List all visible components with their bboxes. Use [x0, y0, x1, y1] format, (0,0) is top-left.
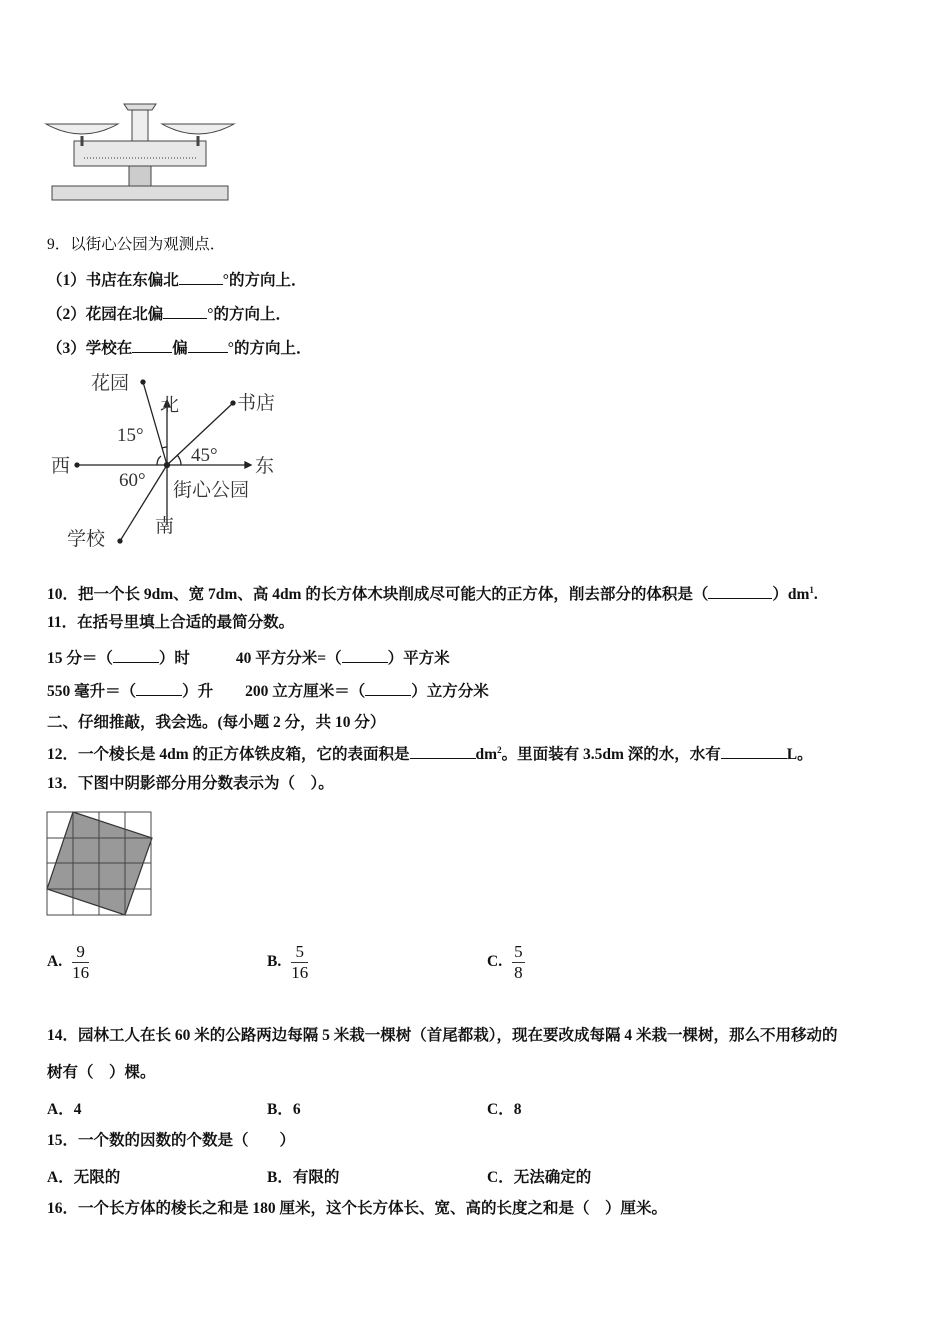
option-c[interactable]: [487, 942, 525, 983]
text: °的方向上．: [227, 340, 312, 357]
label-garden: 花园: [91, 373, 130, 394]
question-11-row-2: [47, 680, 489, 702]
text: 200 立方厘米＝（: [245, 683, 366, 700]
numerator: 9: [72, 942, 89, 963]
question-12: [47, 740, 813, 765]
answer-blank[interactable]: [188, 337, 228, 353]
q14-option-a[interactable]: A．4: [47, 1101, 82, 1118]
option-a[interactable]: [47, 942, 89, 983]
question-11-row-1: [47, 647, 450, 669]
text: 偏: [172, 340, 188, 357]
fraction: [291, 942, 308, 983]
answer-blank[interactable]: [132, 337, 172, 353]
answer-blank[interactable]: [708, 583, 772, 599]
balance-scale-image: [44, 96, 236, 206]
answer-blank[interactable]: [342, 647, 388, 663]
text: ）升: [182, 683, 214, 700]
text: ）dm: [772, 586, 810, 604]
text: 550 毫升＝（: [47, 683, 137, 700]
label-north: 北: [160, 395, 180, 416]
denominator: 8: [514, 963, 523, 982]
question-15: [47, 1131, 295, 1151]
text: 。里面装有 3.5dm 深的水，水有: [501, 746, 721, 764]
text: 16．一个长方体的棱长之和是 180 厘米，这个长方体长、宽、高的长度之和是（ ）厘米。: [47, 1200, 668, 1217]
answer-blank[interactable]: [113, 647, 159, 663]
label-east: 东: [255, 456, 275, 477]
answer-blank[interactable]: [179, 269, 223, 285]
fraction: [512, 942, 525, 983]
q14-option-b[interactable]: B．6: [267, 1101, 301, 1118]
text: .: [813, 586, 818, 604]
question-16: [47, 1199, 667, 1219]
text: dm: [475, 746, 498, 764]
q15-option-a[interactable]: A．无限的: [47, 1169, 121, 1186]
label-west: 西: [51, 456, 71, 477]
numerator: 5: [291, 942, 308, 963]
text: 15 分＝（: [47, 650, 113, 667]
fraction: [72, 942, 89, 983]
question-9-title: [47, 235, 225, 255]
answer-blank[interactable]: [163, 303, 207, 319]
label-angle-60: 60°: [119, 470, 146, 491]
text: °的方向上．: [207, 306, 291, 323]
question-9-part-3: [47, 337, 311, 359]
label-school: 学校: [67, 529, 106, 550]
superscript: 2: [497, 745, 502, 755]
answer-blank[interactable]: [365, 680, 411, 696]
option-b[interactable]: [267, 942, 308, 983]
section-2-heading: [47, 713, 385, 733]
question-9-part-2: [47, 303, 291, 325]
question-14-line-1: [47, 1026, 838, 1046]
numerator: 5: [514, 942, 523, 961]
option-label: A.: [47, 953, 63, 971]
label-bookstore: 书店: [237, 393, 276, 414]
text: ）时: [158, 650, 190, 667]
text: L。: [786, 746, 813, 764]
denominator: 16: [291, 963, 309, 982]
answer-blank[interactable]: [136, 680, 182, 696]
text: 二、仔细推敲，我会选。(每小题 2 分，共 10 分）: [47, 714, 386, 731]
text: 14．园林工人在长 60 米的公路两边每隔 5 米栽一棵树（首尾都栽），现在要改成每隔 4 米栽一棵树，那么不用移动的: [47, 1027, 838, 1044]
text: 树有（ ）棵。: [47, 1064, 156, 1081]
text: （2）花园在北偏: [47, 306, 164, 323]
question-9-part-1: [47, 269, 306, 291]
label-park: 街心公园: [173, 480, 250, 501]
text: 40 平方分米=（: [235, 650, 342, 667]
text: （3）学校在: [47, 340, 133, 357]
question-11-title: [47, 613, 294, 633]
question-13-title: [47, 774, 334, 794]
option-label: B.: [267, 953, 282, 971]
text: 12．一个棱长是 4dm 的正方体铁皮箱，它的表面积是: [47, 746, 410, 764]
q14-option-c[interactable]: C．8: [487, 1101, 522, 1118]
label-south: 南: [155, 516, 175, 537]
shaded-grid-figure: [46, 811, 154, 917]
option-label: C.: [487, 953, 503, 971]
text: 13．下图中阴影部分用分数表示为（ ）。: [47, 775, 334, 792]
answer-blank[interactable]: [410, 743, 476, 759]
compass-diagram: [45, 365, 295, 555]
text: °的方向上．: [222, 272, 307, 289]
text: ）立方分米: [411, 683, 489, 700]
label-angle-45: 45°: [191, 445, 218, 466]
answer-blank[interactable]: [721, 743, 787, 759]
text: ）平方米: [387, 650, 450, 667]
superscript: 1: [809, 585, 814, 595]
q15-option-c[interactable]: C．无法确定的: [487, 1169, 592, 1186]
text: 10．把一个长 9dm、宽 7dm、高 4dm 的长方体木块削成尽可能大的正方体，削去部分的体积是（: [47, 586, 709, 604]
denominator: 16: [72, 963, 90, 982]
text: 11．在括号里填上合适的最简分数。: [47, 614, 295, 631]
q9-text: 9．以街心公园为观测点．: [47, 236, 226, 253]
q15-option-b[interactable]: B．有限的: [267, 1169, 340, 1186]
label-angle-15: 15°: [117, 425, 144, 446]
text: （1）书店在东偏北: [47, 272, 179, 289]
question-14-line-2: [47, 1063, 156, 1083]
text: 15．一个数的因数的个数是（ ）: [47, 1132, 296, 1149]
question-10: [47, 580, 818, 605]
